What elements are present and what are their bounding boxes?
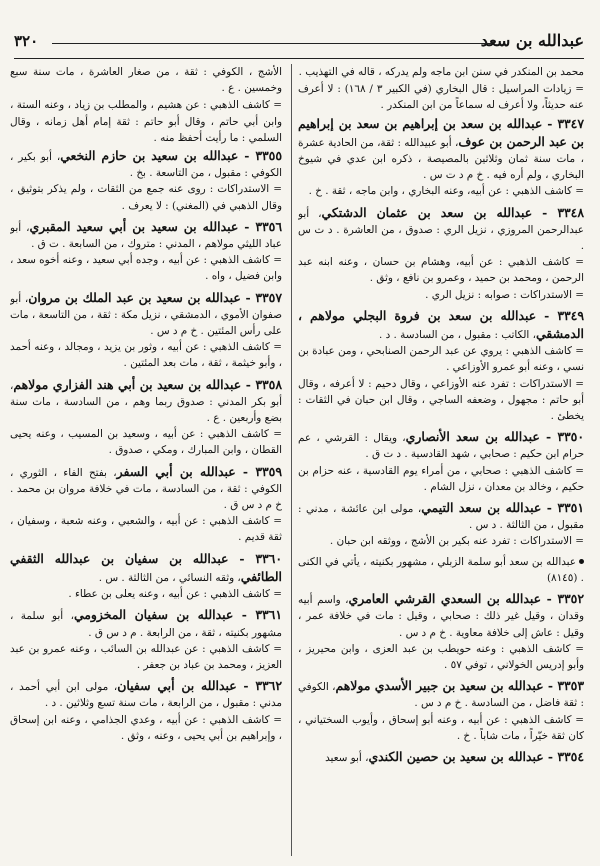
entry-dash: -: [543, 678, 558, 694]
entry-description: ، أبو بكر المدني : صدوق ربما وهم ، من السادسة ، مات سنة بضع وأربعين . ع .: [10, 379, 282, 425]
entry-note: [10, 426, 282, 458]
entry-description: ، واسم أبيه وقدان ، وقيل غير ذلك : صحابي ، وقيل : مات في خلافة عمر ، وقيل : عاش إلى خلافة معاوية . خ م د س .: [298, 594, 584, 639]
page-number: ٣٢٠: [14, 32, 39, 50]
right-column: [298, 64, 584, 860]
left-column: [10, 64, 282, 860]
entry-number: ٣٣٤٩: [557, 307, 584, 323]
entry-number: ٣٣٥٨: [255, 376, 282, 392]
entry-name: عبدالله بن سفيان المخزومي: [73, 607, 234, 623]
biography-entry: [298, 590, 584, 673]
entry-heading: [298, 307, 584, 343]
entry-note-text: عبدالله بن سعد أبو سلمة الزبلي ، مشهور بكنيته ، يأتي في الكنى . (٨١٤٥): [298, 555, 584, 584]
entry-note: [298, 641, 584, 673]
entry-heading: [10, 463, 282, 514]
biography-entry: [10, 463, 282, 546]
column-divider: [291, 64, 292, 856]
entry-description: ، ويقال : القرشي ، عم حرام ابن حكيم : صحابي ، شهد القادسية . د ت ق .: [298, 432, 584, 461]
biography-entry: [298, 115, 584, 200]
entry-note-text: = الاستدراكات : تفرد عنه الأوزاعي ، وقال دحيم : لا أعرفه ، وقال أبو حاتم : مجهول ، وضعفه الساجي ، وقال ابن حبان في الثقات : يخطئ .: [298, 377, 584, 423]
entry-number: ٣٣٥٢: [557, 591, 584, 607]
entry-name: عبدالله بن سعيد بن حصين الكندي: [368, 748, 544, 764]
entry-note: [10, 339, 282, 371]
header-divider: [14, 58, 584, 59]
entry-description: ، وثقه النسائي ، من الثالثة . س .: [98, 571, 241, 584]
entry-name: عبدالله بن سعيد بن أبي سعيد المقبري: [29, 218, 239, 234]
entry-dash: -: [235, 463, 256, 479]
entry-name: عبدالله بن سعد الأنصاري: [405, 429, 540, 445]
entry-dash: -: [241, 376, 256, 392]
entry-number: ٣٣٥٠: [557, 429, 584, 445]
running-head-title: عبدالله بن سعد: [480, 31, 584, 50]
entry-dash: -: [541, 591, 558, 607]
entry-description: ، بفتح الفاء ، الثوري ، الكوفي : ثقة ، من السادسة ، مات في خلافة مروان بن محمد . خ م د س ق .: [10, 466, 282, 512]
entry-heading: [298, 748, 584, 766]
biography-entry: [298, 204, 584, 303]
entry-number: ٣٣٥٧: [255, 289, 282, 305]
entry-number: ٣٣٤٧: [557, 115, 584, 131]
continuation-text: = كاشف الذهبي : عن هشيم ، والمطلب بن زياد ، وعنه الستة ، وابن أبي حاتم ، وقال أبو حاتم : ثقة إمام أهل زمانه ، وقال السلمي : ما رأيت أحفظ منه .: [10, 99, 282, 144]
entry-heading: [298, 677, 584, 711]
entry-note-text: = كاشف الذهبي : صحابي ، من أمراء يوم القادسية ، عنه حزام بن حكيم ، وخالد بن معدان ، نزل الشام .: [298, 464, 584, 493]
running-head: [14, 30, 584, 56]
entry-dash: -: [542, 115, 558, 131]
entry-dash: -: [238, 218, 256, 234]
entry-heading: [10, 606, 282, 640]
entry-note-text: = كاشف الذهبي : عن أبيه، وهشام بن حسان ، وعنه ابنه عبد الرحمن ، ومحمد بن حميد ، وعمرو بن نافع ، وثق .: [298, 256, 584, 285]
entry-note: [10, 586, 282, 602]
entry-note: [298, 533, 584, 549]
entry-dash: -: [238, 148, 256, 164]
entry-heading: [298, 590, 584, 641]
entry-number: ٣٣٦١: [255, 607, 282, 623]
entry-number: ٣٣٥٦: [255, 218, 282, 234]
entry-note-text: = الاستدراكات : تفرد عنه بكير بن الأشج ، ووثقه ابن حبان .: [329, 535, 584, 548]
entry-number: ٣٣٥١: [557, 500, 584, 516]
entry-dash: -: [539, 429, 558, 445]
entry-heading: [10, 550, 282, 586]
entry-heading: [298, 204, 584, 255]
entry-description: ، الكاتب : مقبول ، من السادسة . د .: [379, 329, 536, 342]
biography-entry: [298, 307, 584, 424]
entry-note: [298, 287, 584, 303]
entry-heading: [10, 218, 282, 252]
entry-name: عبدالله بن سعيد بن حازم النخعي: [60, 148, 239, 164]
entry-number: ٣٣٦٢: [255, 678, 282, 694]
entry-heading: [10, 677, 282, 711]
entry-name: عبدالله بن سعد بن إبراهيم بن سعد بن إبراهيم بن عبد الرحمن بن عوف: [298, 115, 584, 149]
entry-number: ٣٣٥٩: [255, 463, 282, 479]
entry-note-text: = كاشف الذهبي : عن أبيه ، وعدي الجذامي ، وعنه ابن إسحاق ، وإبراهيم بن أبي يحيى ، وعنه ، وثق .: [10, 713, 282, 742]
entry-note: [298, 712, 584, 744]
entry-heading: [298, 499, 584, 533]
entry-number: ٣٣٥٣: [557, 678, 584, 694]
biography-entry: [298, 554, 584, 586]
entry-note-text: = الاستدراكات : روى عنه جمع من الثقات ، ولم يذكر بتوثيق ، وقال الذهبي في (المغني) : لا يعرف .: [10, 183, 282, 212]
entry-description: ، أبو عباد الليثي مولاهم ، المدني : متروك ، من السابعة . ت ق .: [10, 221, 282, 251]
entry-dash: -: [233, 607, 256, 623]
biography-entry: [10, 606, 282, 673]
entry-dash: -: [240, 289, 256, 305]
entry-name: عبدالله بن أبي سفيان: [117, 678, 237, 694]
entry-number: ٣٣٥٥: [255, 148, 282, 164]
entry-note-text: = كاشف الذهبي : عن أبيه ، وجده أبي سعيد ، وعنه أخوه سعد ، وابن فضيل ، واه .: [10, 254, 282, 283]
bullet-dot-icon: [579, 559, 584, 564]
entry-note: [10, 513, 282, 545]
entry-dash: -: [536, 307, 558, 323]
entry-heading: [298, 428, 584, 462]
entry-note-text: = كاشف الذهبي : عن أبيه، وعنه البخاري ، وابن ماجه ، ثقة . خ .: [308, 185, 584, 198]
entry-note: [10, 712, 282, 744]
entry-description: ، مولى ابن أبي أحمد ، مدني : مقبول ، من الرابعة ، مات سنة تسع وثلاثين . د .: [10, 681, 282, 710]
biography-entry: [298, 499, 584, 550]
entry-name: عبدالله بن السعدي القرشي العامري: [348, 591, 542, 607]
entry-note: [10, 252, 282, 284]
entry-name: عبدالله بن سعد بن عثمان الدشتكي: [321, 204, 533, 220]
entry-note-text: = كاشف الذهبي : عن أبيه ، وعنه يعلى بن عطاء .: [68, 588, 282, 601]
entry-note-text: = كاشف الذهبي : عن أبيه ، وعنه أبو إسحاق ، وأيوب السختياني ، كان ثقة خيّراً ، مات شاباً . خ .: [298, 713, 584, 742]
entry-name: عبدالله بن سعيد بن جبير الأسدي مولاهم: [335, 678, 544, 694]
continuation-text: الأشج ، الكوفي : ثقة ، من صغار العاشرة ، مات سنة سبع وخمسين . ع .: [10, 66, 282, 95]
entry-number: ٣٣٥٤: [557, 748, 584, 764]
entry-description: ، أبو بكير ، الكوفي : مقبول ، من التاسعة . بخ .: [10, 151, 282, 180]
biography-entry: [10, 376, 282, 459]
entry-note: [298, 183, 584, 199]
entry-note: [298, 376, 584, 425]
biography-entry: [298, 677, 584, 744]
entry-note: [10, 181, 282, 213]
entry-name: عبدالله بن سعيد بن أبي هند الفزاري مولاهم: [13, 376, 242, 392]
entry-dash: -: [541, 500, 558, 516]
cross-reference-note: [298, 554, 584, 586]
entry-note-text: = كاشف الذهبي : عن أبيه ، وثور بن يزيد ، ومجالد ، وعنه أحمد ، وأبو خيثمة ، ثقة ، مات بعد المئتين .: [10, 341, 282, 370]
entry-note-text: = كاشف الذهبي : عن أبيه ، والشعبي ، وعنه شعبة ، وسفيان ، ثقة قديم .: [10, 515, 282, 544]
entry-name: عبدالله بن سعيد بن عبد الملك بن مروان: [28, 289, 241, 305]
running-head-rule: [52, 43, 492, 44]
entry-note-text: = الاستدراكات : صوابه : نزيل الري .: [425, 288, 584, 301]
entry-dash: -: [236, 678, 256, 694]
biography-entry: [10, 677, 282, 744]
entry-note: [10, 641, 282, 673]
entry-note: [298, 463, 584, 495]
biography-entry: [10, 289, 282, 372]
entry-name: عبدالله بن سفيان بن عبدالله الثقفي الطائفي: [10, 550, 282, 584]
entry-dash: -: [543, 748, 558, 764]
entry-note: [298, 343, 584, 375]
entry-note-text: = كاشف الذهبي : وعنه حويطب بن عبد العزى ، وابن محيريز ، وأبو إدريس الخولاني ، توفي ٥٧ .: [298, 642, 584, 671]
entry-name: عبدالله بن سعد بن فروة البجلي مولاهم ، الدمشقي: [298, 307, 584, 342]
entry-description: ، مولى ابن عائشة ، مدني : مقبول ، من الثالثة . د س .: [298, 503, 584, 532]
entry-heading: [10, 376, 282, 427]
entry-dash: -: [228, 550, 256, 566]
entry-note-text: = كاشف الذهبي : عن أبيه ، وسعيد بن المسيب ، وعنه يحيى القطان ، وابن المبارك ، ومكي ، صدوق .: [10, 428, 282, 457]
entry-name: عبدالله بن سعد التيمي: [421, 500, 542, 516]
biography-entry: [10, 218, 282, 285]
entry-description: ، أبو عبيدالله : ثقة، من الحادية عشرة ، مات سنة ثمان وثلاثين بالمصيصة ، ذكره ابن عدي في شيوخ البخاري ، ولم أره فيه . خ م د ت س .: [298, 136, 584, 182]
biography-entry: [10, 147, 282, 214]
entry-description: ، أبو سلمة ، مشهور بكنيته ، ثقة ، من الرابعة . م د س ق .: [10, 610, 282, 639]
entry-number: ٣٣٦٠: [255, 550, 282, 566]
entry-dash: -: [532, 204, 558, 220]
entry-heading: [10, 289, 282, 340]
entry-description: ، أبو عبدالرحمن المروزي ، نزيل الري : صدوق ، من العاشرة . د ت س .: [298, 207, 584, 253]
entry-description: ، الكوفي : ثقة فاضل ، من السادسة . خ م د س .: [298, 681, 584, 710]
biography-entry: [10, 550, 282, 603]
continuation-text: = زيادات المراسيل : قال البخاري (في الكبير ٣ / ١٦٨) : لا أعرف عنه حديثاً، ولا أعرف له سماعاً من ابن المنكدر .: [298, 83, 584, 112]
entry-description: ، أبو صفوان الأموي ، الدمشقي ، نزيل مكة : ثقة ، من التاسعة ، مات على رأس المئتين . خ م د س .: [10, 292, 282, 338]
entry-note: [298, 254, 584, 286]
entry-heading: [10, 147, 282, 181]
entry-note-text: = كاشف الذهبي : عن عبدالله بن السائب ، وعنه عمرو بن عبد العزيز ، ومحمد بن عباد بن جعفر .: [10, 642, 282, 671]
biography-entry: [298, 748, 584, 766]
entry-description: ، أبو سعيد: [325, 751, 369, 764]
entry-note-text: = كاشف الذهبي : يروي عن عبد الرحمن الصنابحي ، ومن عبادة بن نسي ، وعنه أبو عمرو الأوزاعي .: [298, 345, 584, 374]
biography-entry: [298, 428, 584, 495]
entry-heading: [298, 115, 584, 184]
continuation-text: محمد بن المنكدر في سنن ابن ماجه ولم يدركه ، قاله في التهذيب .: [298, 66, 584, 78]
entry-number: ٣٣٤٨: [557, 204, 584, 220]
entry-name: عبدالله بن أبي السفر: [116, 463, 236, 479]
